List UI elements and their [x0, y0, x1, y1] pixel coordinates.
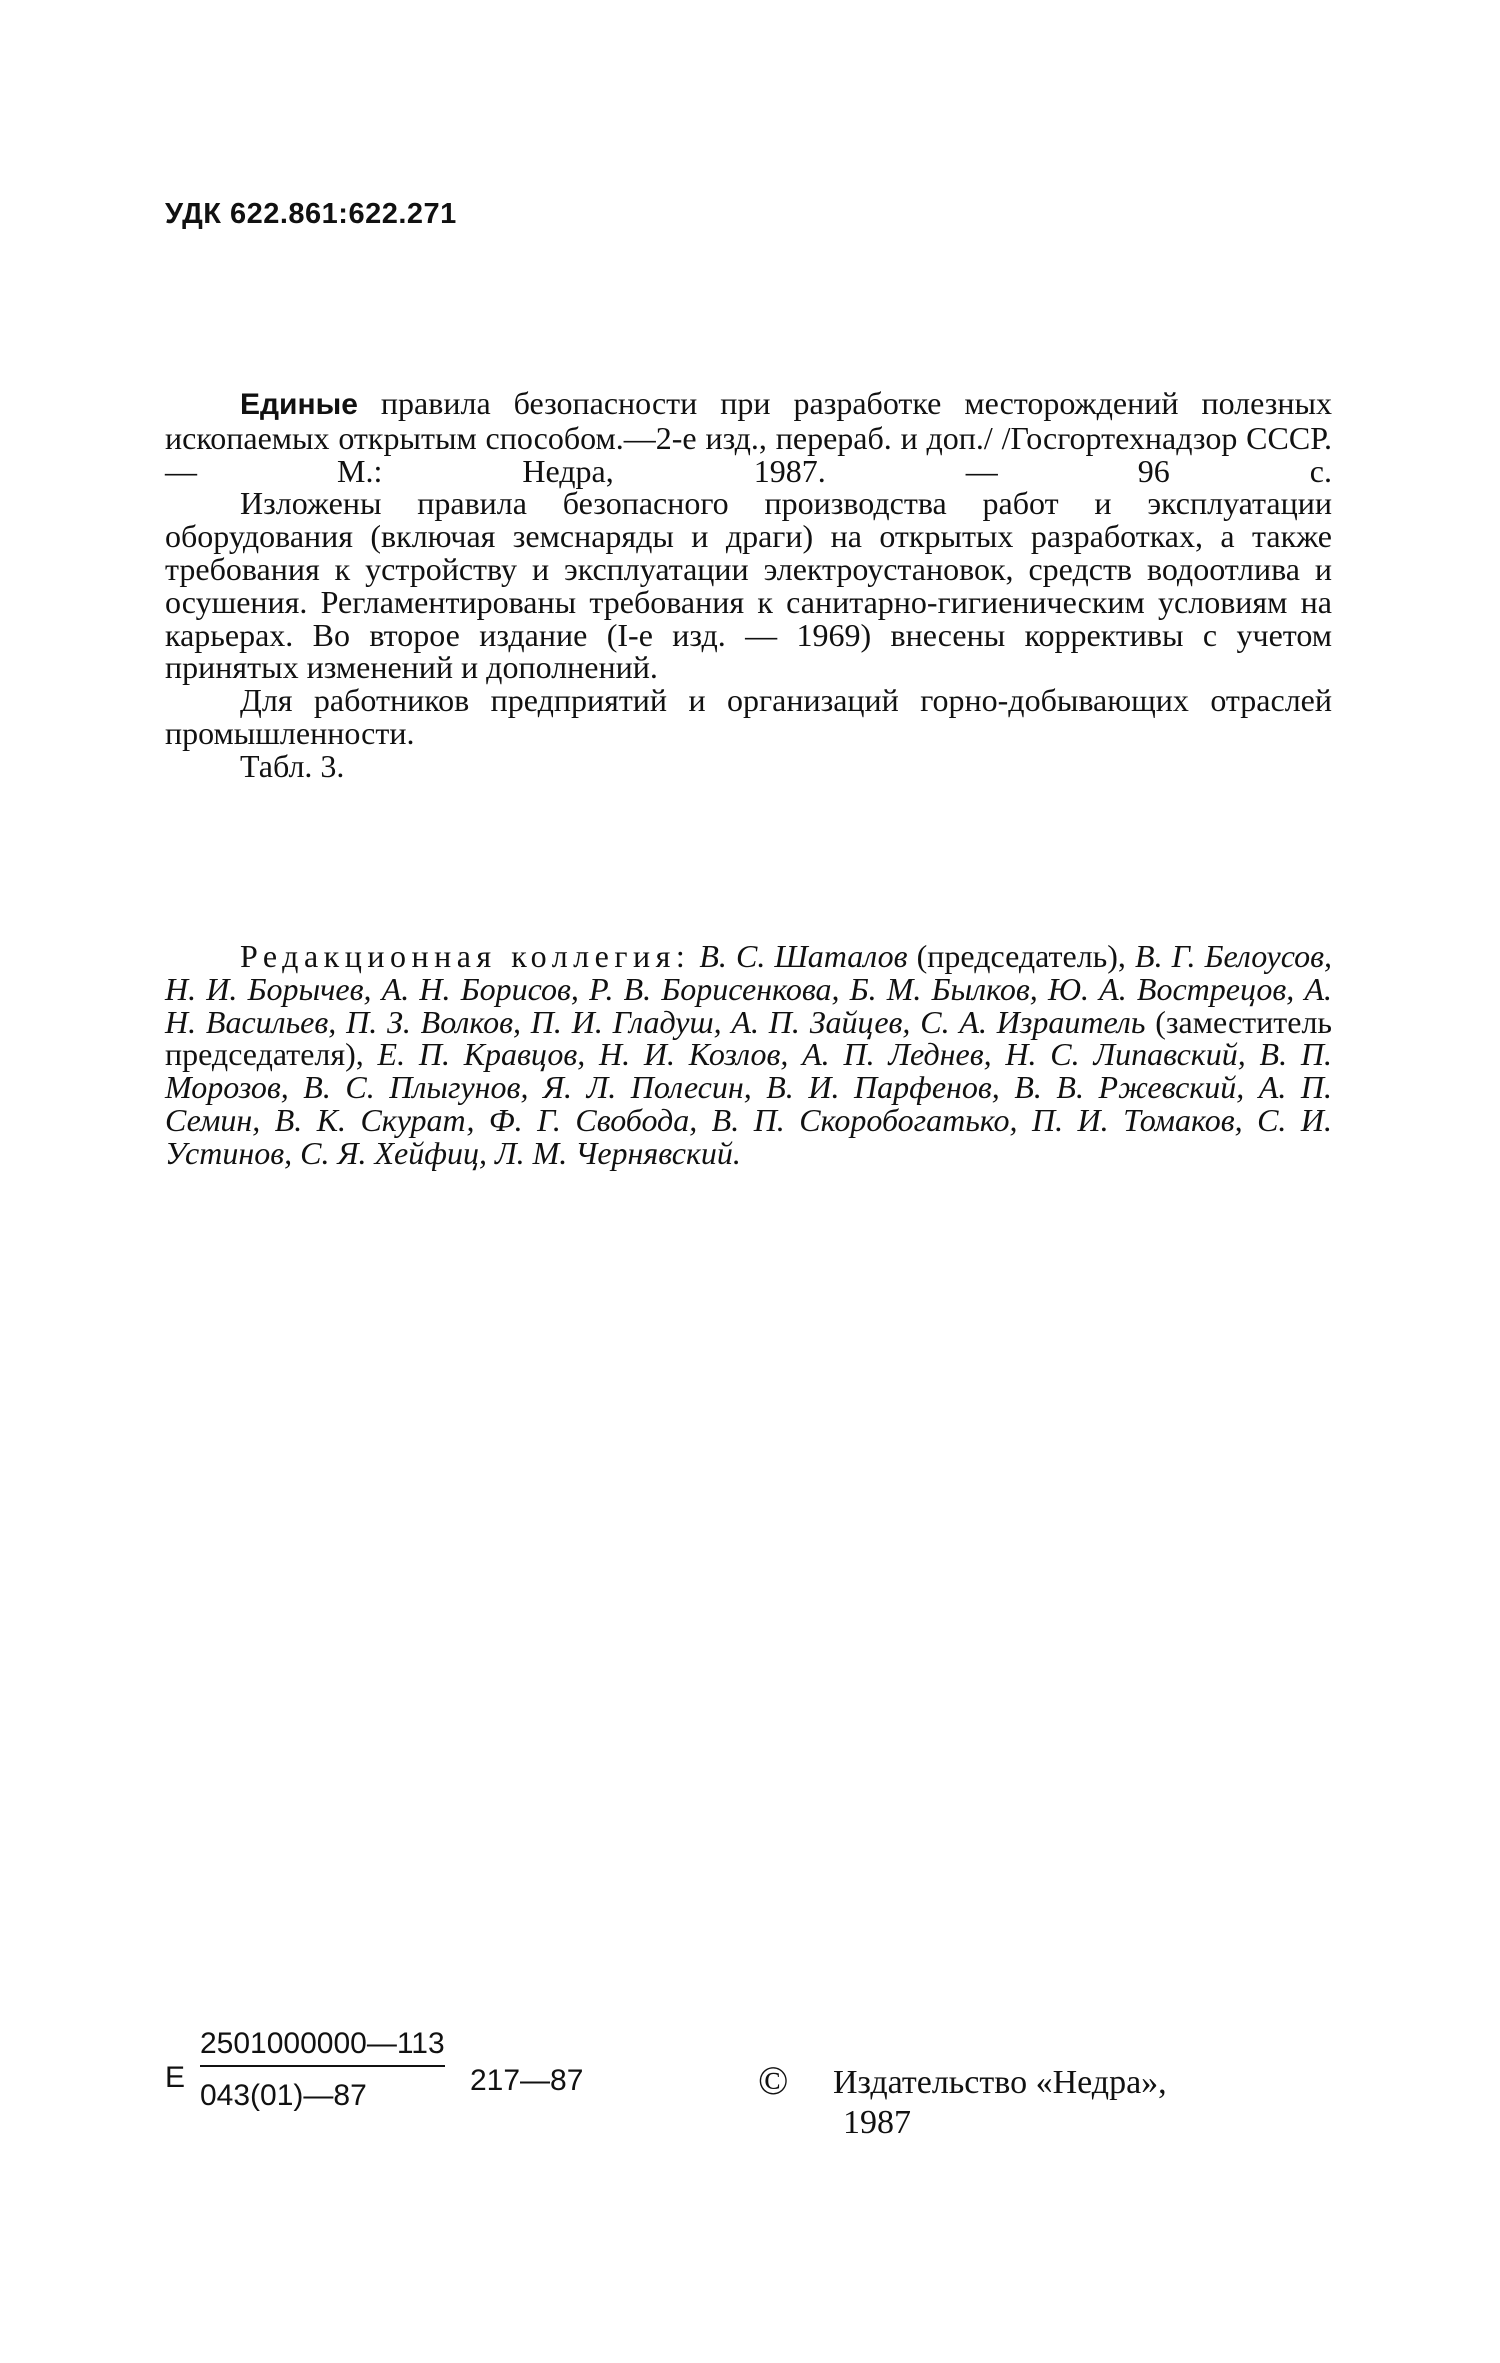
audience-paragraph: Для работников предприятий и организаций горно-добывающих отраслей промышленности.	[165, 682, 1332, 751]
publication-index	[165, 2027, 625, 2127]
udk-code: УДК 622.861:622.271	[165, 198, 457, 230]
tables-count: Табл. 3.	[240, 747, 345, 784]
index-letter: Е	[165, 2061, 186, 2094]
summary-paragraph: Изложены правила безопасного производства работ и эксплуатации оборудования (включая земснаряды и драги) на открытых разработках, а также требования к устройству и эксплуатации электроустановок, средств водоотлива и осушения. Регламентированы требования к санитарно-гигиеническим условиям на карьерах. Во второе издание (I-е изд. — 1969) внесены коррективы с учетом принятых изменений и дополнений.	[165, 485, 1332, 686]
publication-year: 1987	[843, 2104, 911, 2141]
publisher-name: Издательство «Недра»,	[833, 2064, 1167, 2101]
editorial-board-members: В. Г. Белоусов, Н. И. Борычев, А. Н. Борисов, Р. В. Борисенкова, Б. М. Былков, Ю. А. Вострецов, А. Н. Васильев, П. З. Волков, П. И. Гладуш, А. П. Зайцев, С. А. Израитель	[165, 938, 1333, 1040]
editorial-board-chair: В. С. Шаталов	[699, 938, 908, 974]
deputy-role: (заместитель председателя),	[165, 1003, 1333, 1073]
editorial-board-members-continued: Е. П. Кравцов, Н. И. Козлов, А. П. Леднев, Н. С. Липавский, В. П. Морозов, В. С. Плыгунов, Я. Л. Полесин, В. И. Парфенов, В. В. Ржевский, А. П. Семин, В. К. Скурат, Ф. Г. Свобода, В. П. Скоробогатько, П. И. Томаков, С. И. Устинов, С. Я. Хейфиц, Л. М. Чернявский.	[165, 1036, 1333, 1171]
bibliographic-title: Единые	[240, 388, 358, 421]
editorial-board-label: Редакционная коллегия:	[240, 938, 691, 974]
copyright-icon: ©	[758, 2058, 789, 2103]
index-denominator: 043(01)—87	[200, 2079, 367, 2112]
chair-role: (председатель),	[916, 938, 1126, 974]
bibliographic-record	[165, 387, 1332, 487]
index-code: 217—87	[470, 2064, 584, 2097]
index-numerator: 2501000000—113	[200, 2027, 445, 2067]
editorial-board	[165, 940, 1332, 1170]
abstract	[165, 387, 1332, 783]
bibliographic-details: правила безопасности при разработке месторождений полезных ископаемых открытым способом.—2-е изд., перераб. и доп./ /Госгортехнадзор СССР. — М.: Недра, 1987. — 96 с.	[165, 385, 1333, 489]
